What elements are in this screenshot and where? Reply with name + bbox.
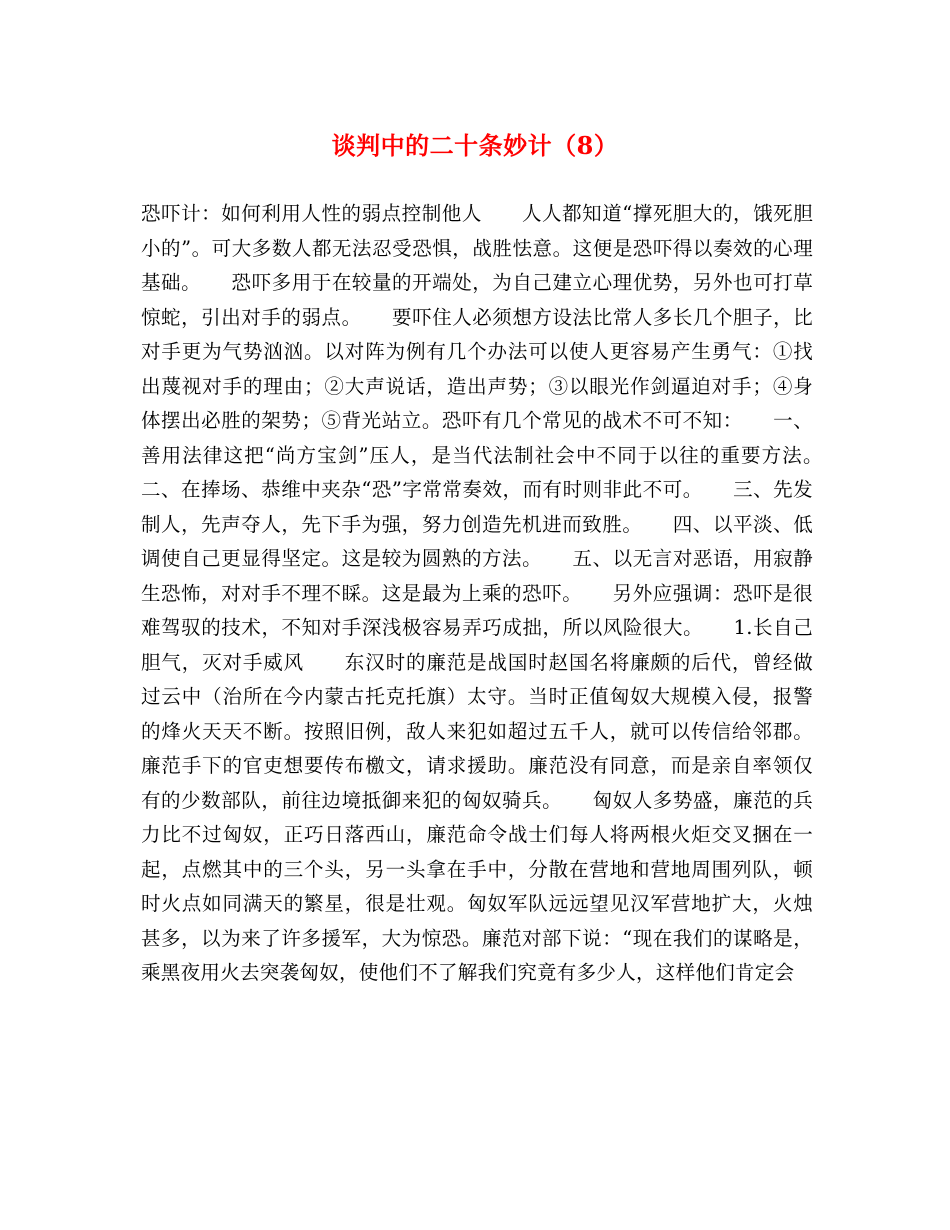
document-body — [141, 197, 853, 991]
body-paragraph: 恐吓计：如何利用人性的弱点控制他人 人人都知道“撑死胆大的，饿死胆小的”。可大多数人都无法忍受恐惧，战胜怯意。这便是恐吓得以奏效的心理基础。 恐吓多用于在较量的开端处，为自己建立心理优势，另外也可打草惊蛇，引出对手的弱点。 要吓住人必须想方设法比常人多长几个胆子，比对手更为气势汹汹。以对阵为例有几个办法可以使人更容易产生勇气：①找出蔑视对手的理由；②大声说话，造出声势；③以眼光作剑逼迫对手；④身体摆出必胜的架势；⑤背光站立。恐吓有几个常见的战术不可不知： 一、善用法律这把“尚方宝剑”压人，是当代法制社会中不同于以往的重要方法。 二、在捧场、恭维中夹杂“恐”字常常奏效，而有时则非此不可。 三、先发制人，先声夺人，先下手为强，努力创造先机进而致胜。 四、以平淡、低调使自己更显得坚定。这是较为圆熟的方法。 五、以无言对恶语，用寂静生恐怖，对对手不理不睬。这是最为上乘的恐吓。 另外应强调：恐吓是很难驾驭的技术，不知对手深浅极容易弄巧成拙，所以风险很大。 1.长自己胆气，灭对手威风 东汉时的廉范是战国时赵国名将廉颇的后代，曾经做过云中（治所在今内蒙古托克托旗）太守。当时正值匈奴大规模入侵，报警的烽火天天不断。按照旧例，敌人来犯如超过五千人，就可以传信给邻郡。廉范手下的官吏想要传布檄文，请求援助。廉范没有同意，而是亲自率领仅有的少数部队，前往边境抵御来犯的匈奴骑兵。 匈奴人多势盛，廉范的兵力比不过匈奴，正巧日落西山，廉范命令战士们每人将两根火炬交叉捆在一起，点燃其中的三个头，另一头拿在手中，分散在营地和营地周围列队，顿时火点如同满天的繁星，很是壮观。匈奴军队远远望见汉军营地扩大，火烛甚多，以为来了许多援军，大为惊恐。廉范对部下说：“现在我们的谋略是，乘黑夜用火去突袭匈奴，使他们不了解我们究竟有多少人，这样他们肯定会 — [141, 202, 853, 984]
document-title: 谈判中的二十条妙计（8） — [331, 131, 619, 160]
